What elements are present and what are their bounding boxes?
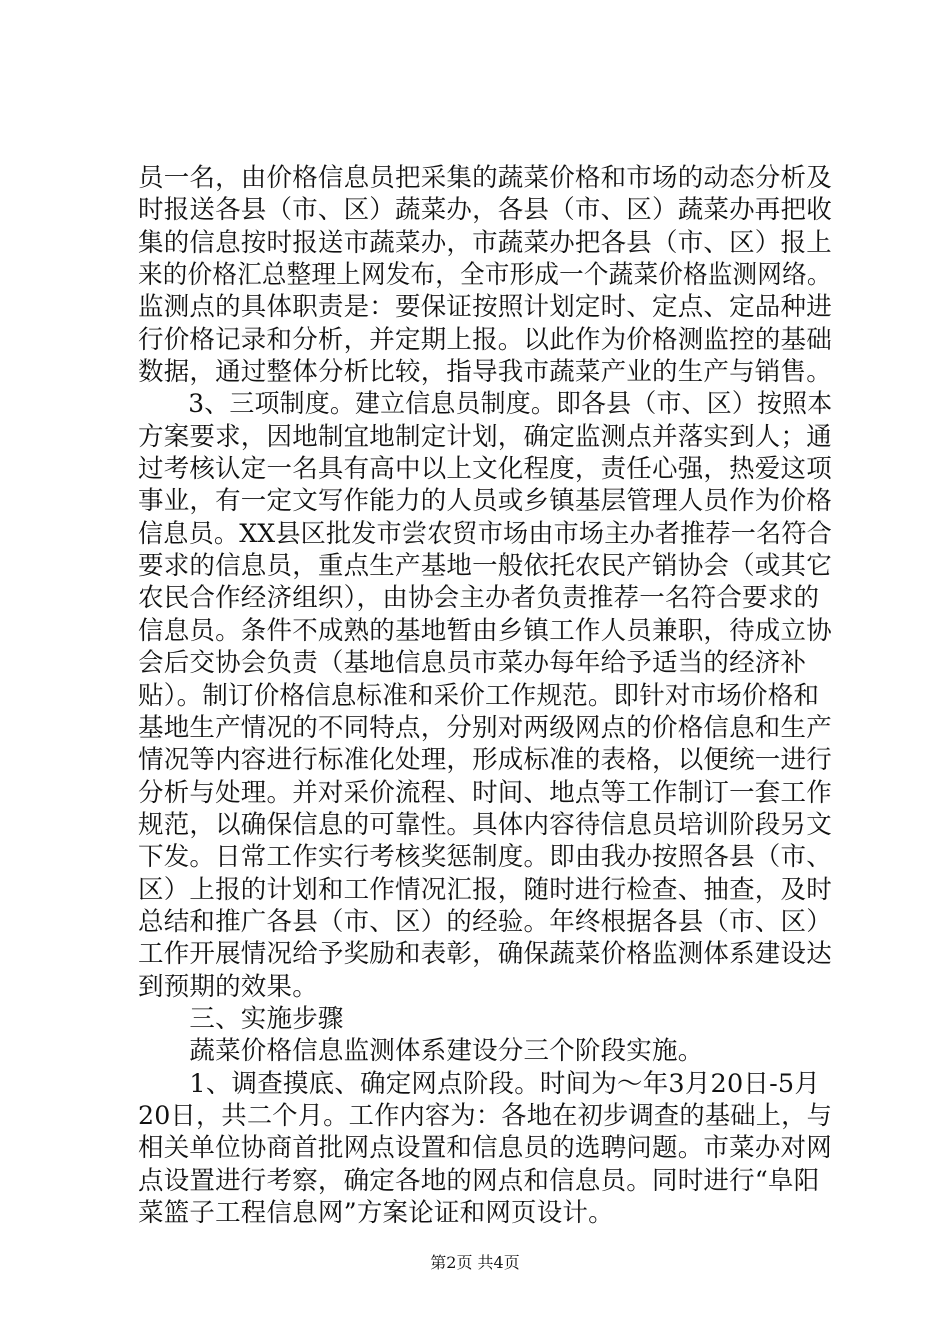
text-line: 蔬菜价格信息监测体系建设分三个阶段实施。	[138, 1036, 704, 1067]
text-line: 事业，有一定文写作能力的人员或乡镇基层管理人员作为价格	[138, 486, 832, 517]
page-number-footer: 第2页 共4页	[430, 1253, 520, 1272]
text-line: 总结和推广各县（市、区）的经验。年终根据各县（市、区）	[138, 906, 832, 937]
text-line: 时报送各县（市、区）蔬菜办，各县（市、区）蔬菜办再把收	[138, 195, 832, 226]
text-line: 1、调查摸底、确定网点阶段。时间为～年3月20日-5月	[138, 1068, 821, 1099]
text-line: 分析与处理。并对采价流程、时间、地点等工作制订一套工作	[138, 777, 832, 808]
text-line: 区）上报的计划和工作情况汇报，随时进行检查、抽查，及时	[138, 874, 832, 905]
text-line: 点设置进行考察，确定各地的网点和信息员。同时进行“阜阳	[138, 1165, 820, 1196]
text-line: 农民合作经济组织），由协会主办者负责推荐一名符合要求的	[138, 583, 820, 614]
document-body	[138, 162, 832, 1229]
text-line: 会后交协会负责（基地信息员市菜办每年给予适当的经济补	[138, 648, 807, 679]
text-line: 信息员。条件不成熟的基地暂由乡镇工作人员兼职，待成立协	[138, 615, 832, 646]
text-line: 到预期的效果。	[138, 971, 318, 1002]
text-line: 基地生产情况的不同特点，分别对两级网点的价格信息和生产	[138, 712, 832, 743]
text-line: 方案要求，因地制宜地制定计划，确定监测点并落实到人；通	[138, 421, 832, 452]
text-line: 情况等内容进行标准化处理，形成标准的表格，以便统一进行	[138, 745, 832, 776]
text-line: 相关单位协商首批网点设置和信息员的选聘问题。市菜办对网	[138, 1133, 832, 1164]
text-line: 三、实施步骤	[138, 1003, 344, 1034]
text-line: 信息员。XX县区批发市尝农贸市场由市场主办者推荐一名符合	[138, 518, 832, 549]
text-line: 工作开展情况给予奖励和表彰，确保蔬菜价格监测体系建设达	[138, 939, 832, 970]
text-line: 来的价格汇总整理上网发布，全市形成一个蔬菜价格监测网络。	[138, 260, 832, 291]
text-line: 20日，共二个月。工作内容为：各地在初步调查的基础上，与	[138, 1100, 833, 1131]
text-line: 3、三项制度。建立信息员制度。即各县（市、区）按照本	[138, 389, 833, 420]
text-line: 过考核认定一名具有高中以上文化程度，责任心强，热爱这项	[138, 454, 832, 485]
text-line: 员一名，由价格信息员把采集的蔬菜价格和市场的动态分析及	[138, 163, 832, 193]
text-line: 行价格记录和分析，并定期上报。以此作为价格测监控的基础	[138, 324, 832, 355]
text-line: 数据，通过整体分析比较，指导我市蔬菜产业的生产与销售。	[138, 357, 832, 388]
text-line: 集的信息按时报送市蔬菜办，市蔬菜办把各县（市、区）报上	[138, 227, 832, 258]
text-line: 菜篮子工程信息网”方案论证和网页设计。	[138, 1198, 614, 1228]
text-line: 下发。日常工作实行考核奖惩制度。即由我办按照各县（市、	[138, 842, 832, 873]
text-line: 规范，以确保信息的可靠性。具体内容待信息员培训阶段另文	[138, 809, 832, 840]
text-line: 监测点的具体职责是：要保证按照计划定时、定点、定品种进	[138, 292, 832, 323]
text-line: 贴）。制订价格信息标准和采价工作规范。即针对市场价格和	[138, 680, 820, 711]
text-line: 要求的信息员，重点生产基地一般依托农民产销协会（或其它	[138, 551, 832, 582]
